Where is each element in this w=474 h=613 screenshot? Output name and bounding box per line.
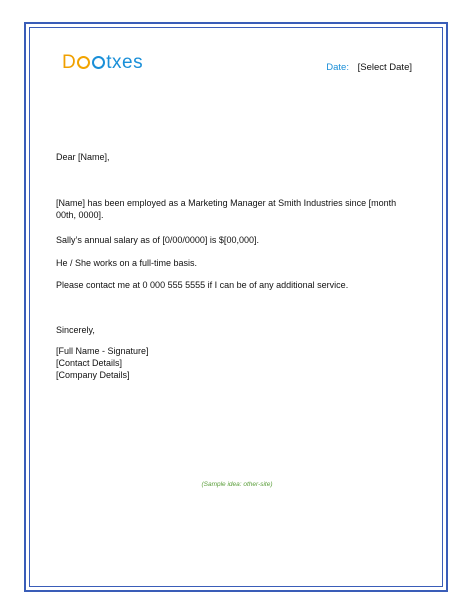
page-border-inner bbox=[29, 27, 443, 587]
date-field[interactable]: [Select Date] bbox=[357, 62, 412, 73]
paragraph-contact: Please contact me at 0 000 555 5555 if I can be of any additional service. bbox=[56, 280, 349, 290]
closing: Sincerely, bbox=[56, 325, 95, 335]
company-logo bbox=[62, 52, 154, 79]
date-row bbox=[326, 62, 412, 73]
sample-caption: (Sample idea: other-site) bbox=[201, 481, 273, 488]
paragraph-employment: [Name] has been employed as a Marketing Manager at Smith Industries since [month 00th, 0000]. bbox=[56, 198, 397, 220]
paragraph-work-basis: He / She works on a full-time basis. bbox=[56, 258, 198, 268]
signature-company-details: [Company Details] bbox=[56, 370, 130, 380]
signature-name: [Full Name - Signature] bbox=[56, 346, 149, 356]
salutation: Dear [Name], bbox=[56, 152, 110, 162]
logo-wordmark: D txes bbox=[62, 52, 144, 73]
signature-contact-details: [Contact Details] bbox=[56, 358, 123, 368]
paragraph-salary: Sally’s annual salary as of [0/00/0000] is $[00,000]. bbox=[56, 235, 259, 245]
date-label: Date: bbox=[326, 62, 349, 73]
